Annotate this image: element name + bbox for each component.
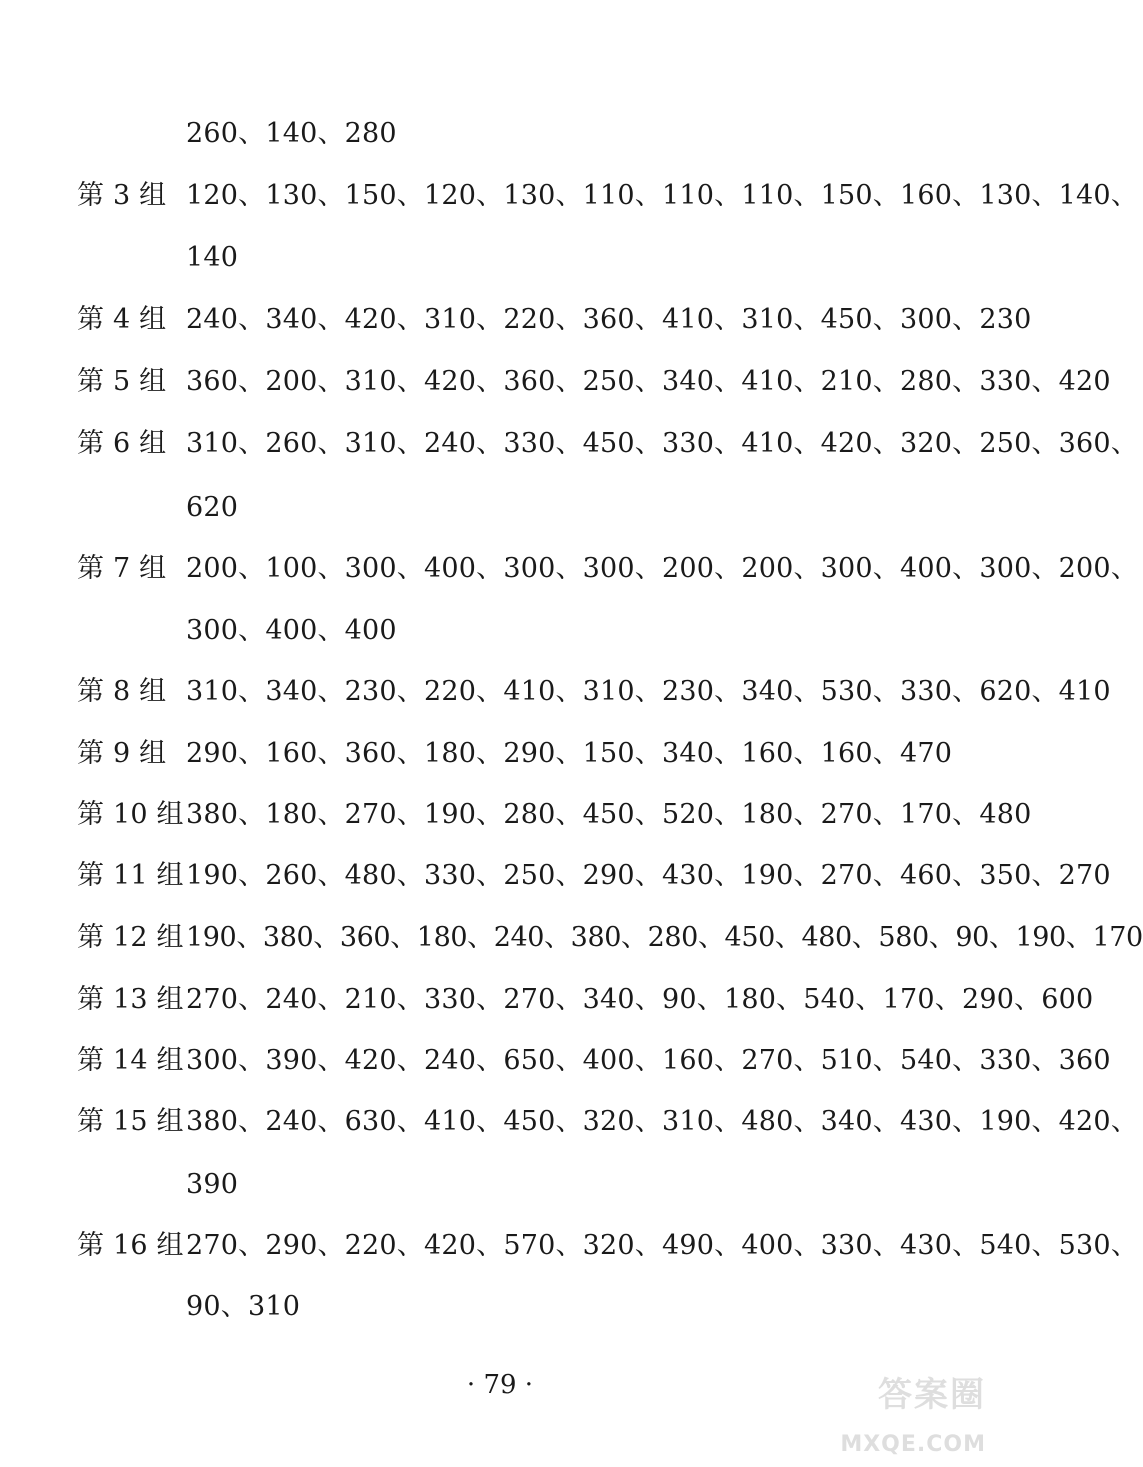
watermark-bottom-text: MXQE.COM bbox=[840, 1432, 986, 1457]
page-number: · 79 · bbox=[466, 1370, 534, 1400]
group-values: 380、240、630、410、450、320、310、480、340、430、190、420、 bbox=[186, 1106, 1139, 1137]
group-values: 310、340、230、220、410、310、230、340、530、330、620、410 bbox=[186, 676, 1111, 707]
watermark-logo bbox=[836, 1367, 986, 1457]
group-values: 290、160、360、180、290、150、340、160、160、470 bbox=[186, 738, 953, 769]
group-label: 第 8 组 bbox=[77, 676, 167, 707]
group-values: 270、240、210、330、270、340、90、180、540、170、290、600 bbox=[186, 984, 1094, 1015]
group-values: 300、400、400 bbox=[186, 615, 397, 646]
group-label: 第 9 组 bbox=[77, 738, 167, 769]
group-values: 380、180、270、190、280、450、520、180、270、170、480 bbox=[186, 799, 1032, 830]
group-values: 190、380、360、180、240、380、280、450、480、580、90、190、170 bbox=[186, 922, 1143, 953]
group-label: 第 4 组 bbox=[77, 304, 167, 335]
group-values: 390 bbox=[186, 1169, 239, 1200]
group-values: 200、100、300、400、300、300、200、200、300、400、300、200、 bbox=[186, 553, 1139, 584]
group-values: 620 bbox=[186, 492, 239, 523]
group-values: 300、390、420、240、650、400、160、270、510、540、330、360 bbox=[186, 1045, 1111, 1076]
group-values: 360、200、310、420、360、250、340、410、210、280、330、420 bbox=[186, 366, 1111, 397]
group-label: 第 15 组 bbox=[77, 1106, 184, 1137]
group-values: 190、260、480、330、250、290、430、190、270、460、350、270 bbox=[186, 860, 1111, 891]
group-label: 第 10 组 bbox=[77, 799, 184, 830]
group-label: 第 5 组 bbox=[77, 366, 167, 397]
group-label: 第 13 组 bbox=[77, 984, 184, 1015]
group-values: 260、140、280 bbox=[186, 118, 397, 149]
group-label: 第 6 组 bbox=[77, 428, 167, 459]
group-values: 270、290、220、420、570、320、490、400、330、430、540、530、 bbox=[186, 1230, 1139, 1261]
group-label: 第 3 组 bbox=[77, 180, 167, 211]
watermark-top-text: 答案圈 bbox=[878, 1375, 986, 1415]
group-values: 140 bbox=[186, 242, 239, 273]
group-values: 120、130、150、120、130、110、110、110、150、160、130、140、 bbox=[186, 180, 1139, 211]
group-label: 第 12 组 bbox=[77, 922, 184, 953]
group-values: 240、340、420、310、220、360、410、310、450、300、230 bbox=[186, 304, 1032, 335]
group-label: 第 14 组 bbox=[77, 1045, 184, 1076]
group-values: 310、260、310、240、330、450、330、410、420、320、250、360、 bbox=[186, 428, 1139, 459]
group-label: 第 11 组 bbox=[77, 860, 184, 891]
group-label: 第 16 组 bbox=[77, 1230, 184, 1261]
group-values: 90、310 bbox=[186, 1291, 301, 1322]
group-label: 第 7 组 bbox=[77, 553, 167, 584]
